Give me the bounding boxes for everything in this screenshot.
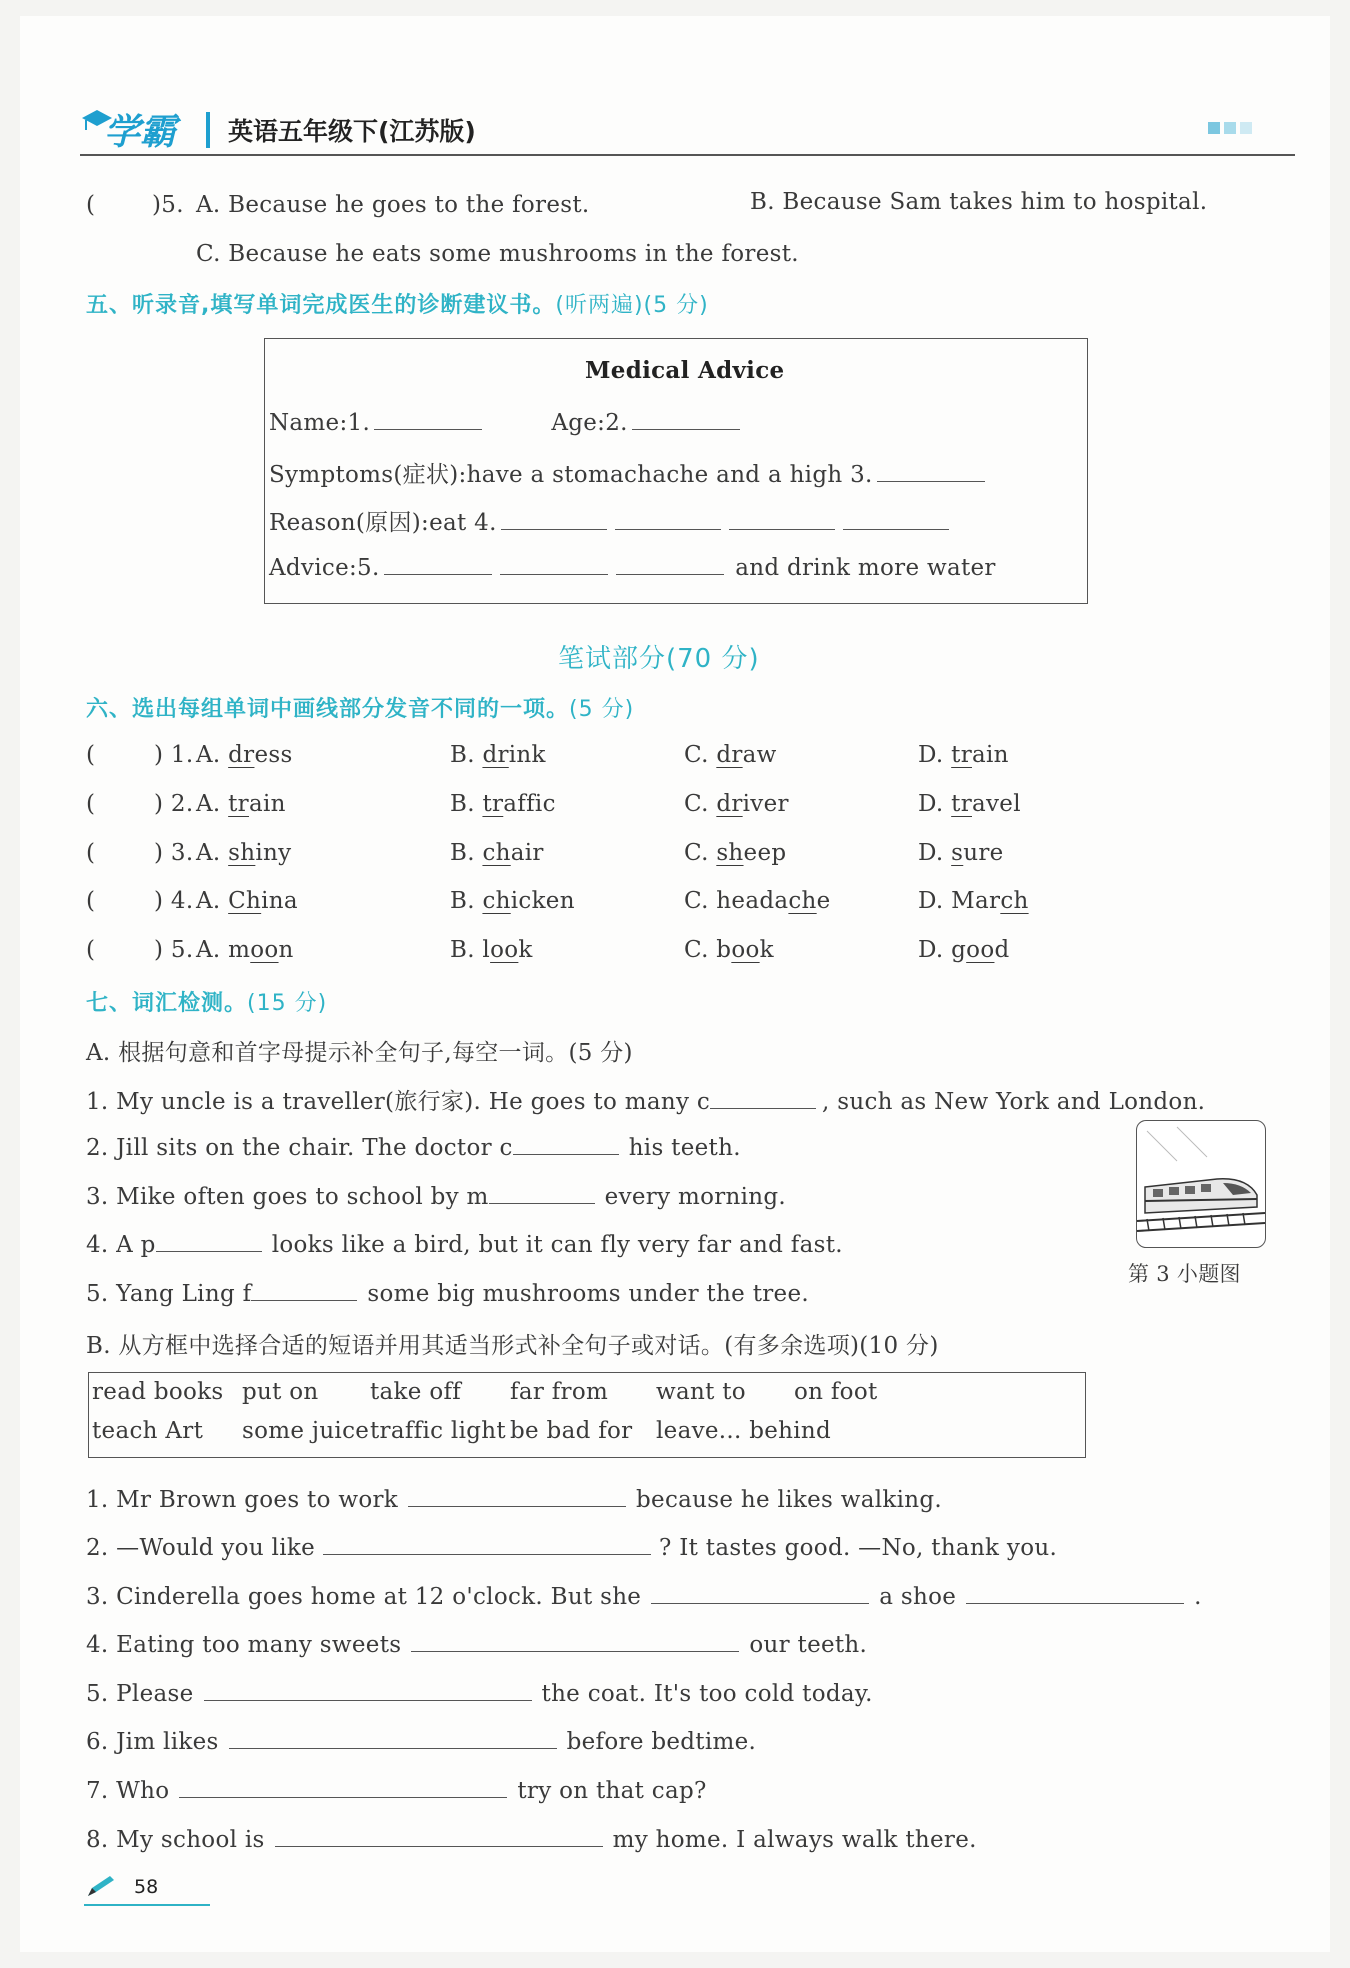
part-b-q2: 2. —Would you like ? It tastes good. —No, thank you. <box>86 1532 1057 1561</box>
option-c: C. sheep <box>684 840 787 866</box>
answer-paren: ( <box>86 937 96 963</box>
option-c: C. draw <box>684 742 777 768</box>
part-a-q3: 3. Mike often goes to school by m every morning. <box>86 1181 786 1210</box>
underlined-letters: ch <box>1000 888 1029 914</box>
header-decoration <box>1208 122 1258 134</box>
train-picture <box>1136 1120 1266 1248</box>
underlined-letters: ch <box>482 840 511 866</box>
question-number: )5. <box>152 192 184 218</box>
underlined-letters: ch <box>482 888 511 914</box>
option-b: B. Because Sam takes him to hospital. <box>750 189 1208 215</box>
option-b: B. traffic <box>450 791 556 817</box>
option-b: B. chair <box>450 840 544 866</box>
underlined-letters: Ch <box>228 888 262 914</box>
underlined-letters: dr <box>482 742 509 768</box>
option-d: D. travel <box>918 791 1021 817</box>
book-title: 英语五年级下(江苏版) <box>228 117 476 146</box>
phrase-option: leave... behind <box>656 1418 832 1444</box>
part-b-q6: 6. Jim likes before bedtime. <box>86 1726 756 1755</box>
answer-paren: ( <box>86 791 96 817</box>
question-number: ) 3. <box>154 840 194 866</box>
phrase-option: be bad for <box>510 1418 633 1444</box>
phrase-option: take off <box>370 1379 462 1405</box>
box-title: Medical Advice <box>585 357 785 384</box>
option-b: B. drink <box>450 742 546 768</box>
part-b-q5: 5. Please the coat. It's too cold today. <box>86 1678 873 1707</box>
symptoms-row: Symptoms(症状):have a stomachache and a high 3. <box>269 456 989 489</box>
section-points: (听两遍)(5 分) <box>555 293 709 318</box>
header-rule <box>80 154 1295 156</box>
underlined-letters: oo <box>490 937 519 963</box>
brand-logo: 学霸 <box>104 112 177 153</box>
underlined-letters: tr <box>951 742 972 768</box>
answer-paren: ( <box>86 840 96 866</box>
option-a: A. shiny <box>196 840 292 866</box>
option-d: D. March <box>918 888 1029 914</box>
option-a: A. dress <box>196 742 293 768</box>
underlined-letters: s <box>951 840 964 866</box>
underlined-letters: sh <box>228 840 256 866</box>
underlined-letters: oo <box>966 937 995 963</box>
pencil-icon <box>84 1874 118 1900</box>
part-a-q4: 4. A p looks like a bird, but it can fly very far and fast. <box>86 1229 843 1258</box>
section-5-heading <box>86 288 709 319</box>
question-number: ) 5. <box>154 937 194 963</box>
answer-paren: ( <box>86 742 96 768</box>
option-c: C. driver <box>684 791 789 817</box>
name-age-row: Name:1. Age:2. <box>269 407 744 436</box>
option-d: D. train <box>918 742 1009 768</box>
question-number: ) 2. <box>154 791 194 817</box>
underlined-letters: tr <box>228 791 249 817</box>
underlined-letters: dr <box>716 742 743 768</box>
advice-row: Advice:5. and drink more water <box>269 552 996 581</box>
part-a-q1: 1. My uncle is a traveller(旅行家). He goes to many c , such as New York and London. <box>86 1083 1205 1116</box>
page-number: 58 <box>134 1876 159 1898</box>
part-a-q2: 2. Jill sits on the chair. The doctor c his teeth. <box>86 1132 741 1161</box>
option-c: C. headache <box>684 888 831 914</box>
part-a-q5: 5. Yang Ling f some big mushrooms under the tree. <box>86 1278 809 1307</box>
section-title: 五、听录音,填写单词完成医生的诊断建议书。 <box>86 293 556 318</box>
reason-row: Reason(原因):eat 4. <box>269 504 953 537</box>
header <box>80 104 1300 174</box>
option-a: A. moon <box>196 937 294 963</box>
medical-advice-box <box>264 338 1088 604</box>
footer <box>84 1870 214 1910</box>
underlined-letters: tr <box>482 791 504 817</box>
footer-rule <box>84 1904 210 1906</box>
underlined-letters: oo <box>250 937 279 963</box>
figure-caption: 第 3 小题图 <box>1128 1262 1241 1286</box>
phrase-option: some juice <box>242 1418 370 1444</box>
part-b-q8: 8. My school is my home. I always walk there. <box>86 1824 977 1853</box>
underlined-letters: tr <box>951 791 972 817</box>
underlined-letters: dr <box>716 791 743 817</box>
part-b-q4: 4. Eating too many sweets our teeth. <box>86 1629 867 1658</box>
underlined-letters: sh <box>716 840 744 866</box>
train-icon <box>1137 1121 1265 1247</box>
part-b-title: B. 从方框中选择合适的短语并用其适当形式补全句子或对话。(有多余选项)(10 分) <box>86 1333 939 1359</box>
worksheet-page <box>20 16 1330 1952</box>
section-6-heading: 六、选出每组单词中画线部分发音不同的一项。(5 分) <box>86 697 635 722</box>
phrase-option: on foot <box>794 1379 878 1405</box>
option-b: B. chicken <box>450 888 575 914</box>
part-a-title: A. 根据句意和首字母提示补全句子,每空一词。(5 分) <box>86 1040 633 1066</box>
option-b: B. look <box>450 937 533 963</box>
underlined-letters: dr <box>228 742 255 768</box>
phrase-option: want to <box>656 1379 746 1405</box>
option-a: A. train <box>196 791 286 817</box>
phrase-option: put on <box>242 1379 319 1405</box>
written-part-title: 笔试部分(70 分) <box>558 644 760 674</box>
underlined-letters: oo <box>731 937 760 963</box>
phrase-option: read books <box>92 1379 224 1405</box>
phrase-option: teach Art <box>92 1418 204 1444</box>
part-b-q1: 1. Mr Brown goes to work because he likes walking. <box>86 1484 942 1513</box>
question-number: ) 4. <box>154 888 194 914</box>
question-number: ) 1. <box>154 742 194 768</box>
option-c: C. book <box>684 937 774 963</box>
option-c: C. Because he eats some mushrooms in the forest. <box>196 241 799 267</box>
section-7-heading: 七、词汇检测。(15 分) <box>86 991 328 1016</box>
phrase-option: far from <box>510 1379 609 1405</box>
logo-divider <box>206 112 210 148</box>
option-d: D. sure <box>918 840 1004 866</box>
underlined-letters: ch <box>788 888 817 914</box>
part-b-q3: 3. Cinderella goes home at 12 o'clock. But she a shoe . <box>86 1581 1202 1610</box>
phrase-option: traffic light <box>370 1418 506 1444</box>
part-b-q7: 7. Who try on that cap? <box>86 1775 707 1804</box>
option-a: A. Because he goes to the forest. <box>196 192 590 218</box>
answer-paren: ( <box>86 888 96 914</box>
option-d: D. good <box>918 937 1010 963</box>
answer-paren: ( <box>86 192 96 218</box>
option-a: A. China <box>196 888 298 914</box>
